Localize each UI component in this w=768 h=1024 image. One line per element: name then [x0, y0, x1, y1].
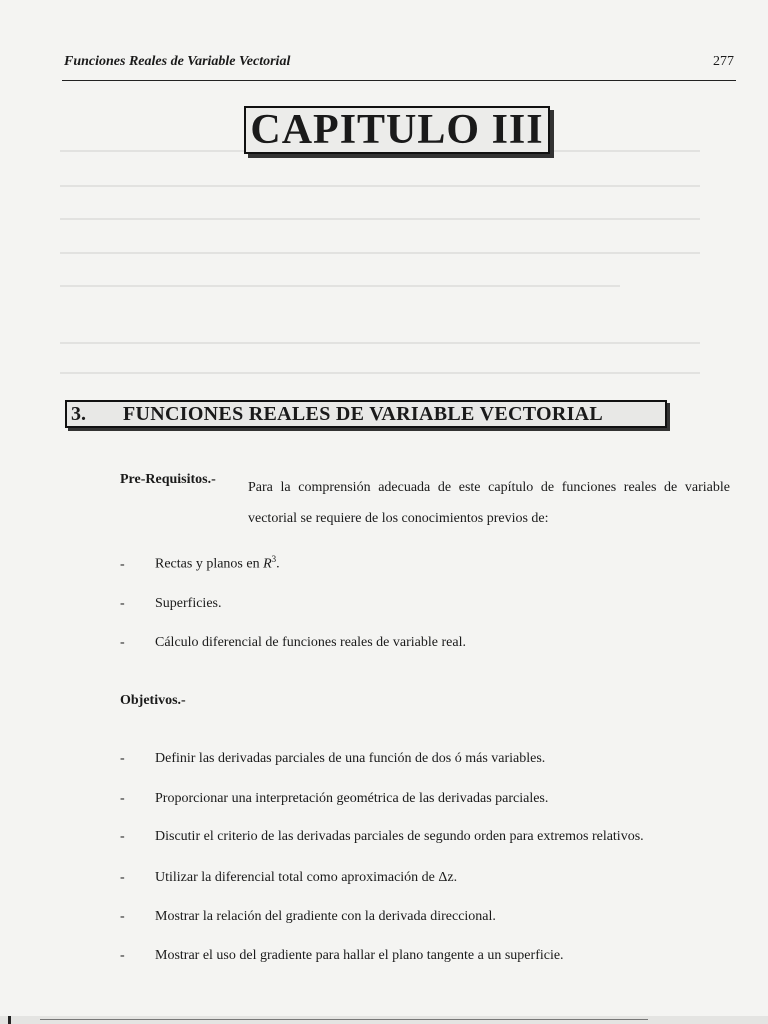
scan-edge-line — [40, 1019, 648, 1020]
list-marker: - — [120, 909, 125, 924]
list-marker: - — [120, 870, 125, 885]
section-heading-box — [65, 400, 667, 428]
objective-item — [120, 791, 548, 807]
objective-item-text: Proporcionar una interpretación geométrica de las derivadas parciales. — [155, 791, 549, 806]
list-marker: - — [120, 635, 125, 650]
list-marker: - — [120, 596, 125, 611]
list-marker: - — [120, 791, 125, 806]
prerequisites-label: Pre-Requisitos.- — [120, 472, 216, 487]
objective-item — [120, 948, 564, 964]
section-title: FUNCIONES REALES DE VARIABLE VECTORIAL — [123, 402, 604, 425]
scan-edge-mark — [8, 1016, 11, 1024]
prerequisites-text: Para la comprensión adecuada de este capítulo de funciones reales de variable vectorial se requiere de los conocimientos previos de: — [248, 480, 730, 526]
objective-item-text: Discutir el criterio de las derivadas parciales de segundo orden para extremos relativos. — [155, 829, 644, 844]
prerequisite-item-tail: . — [276, 556, 280, 572]
page-number: 277 — [713, 54, 734, 69]
list-marker: - — [120, 948, 125, 963]
running-header-title: Funciones Reales de Variable Vectorial — [64, 54, 291, 69]
objective-item-text: Mostrar la relación del gradiente con la derivada direccional. — [155, 909, 496, 924]
list-marker: - — [120, 829, 125, 844]
objective-item — [120, 870, 457, 886]
objectives-label: Objetivos.- — [120, 693, 186, 708]
objective-item — [120, 751, 545, 767]
prerequisite-item — [120, 596, 221, 612]
prerequisite-item — [120, 635, 466, 651]
objective-item — [120, 829, 644, 845]
objective-item — [120, 909, 496, 925]
objective-item-text: Mostrar el uso del gradiente para hallar el plano tangente a un superficie. — [155, 948, 564, 963]
prerequisite-item-text: Superficies. — [155, 596, 222, 611]
math-superscript: 3 — [271, 554, 277, 564]
math-variable: R — [263, 556, 272, 572]
header-rule — [62, 80, 736, 81]
chapter-heading-box — [244, 106, 550, 154]
objective-item-text: Utilizar la diferencial total como aproximación de Δz. — [155, 870, 458, 885]
scan-bottom-edge — [0, 1016, 768, 1024]
objective-item-text: Definir las derivadas parciales de una función de dos ó más variables. — [155, 751, 546, 766]
prerequisite-item-text: Cálculo diferencial de funciones reales de variable real. — [155, 635, 466, 650]
prerequisite-item — [120, 554, 280, 573]
list-marker: - — [120, 556, 125, 572]
section-number: 3. — [71, 402, 86, 425]
list-marker: - — [120, 751, 125, 766]
chapter-title: CAPITULO III — [250, 107, 544, 153]
prerequisite-item-text: Rectas y planos en — [155, 556, 264, 572]
